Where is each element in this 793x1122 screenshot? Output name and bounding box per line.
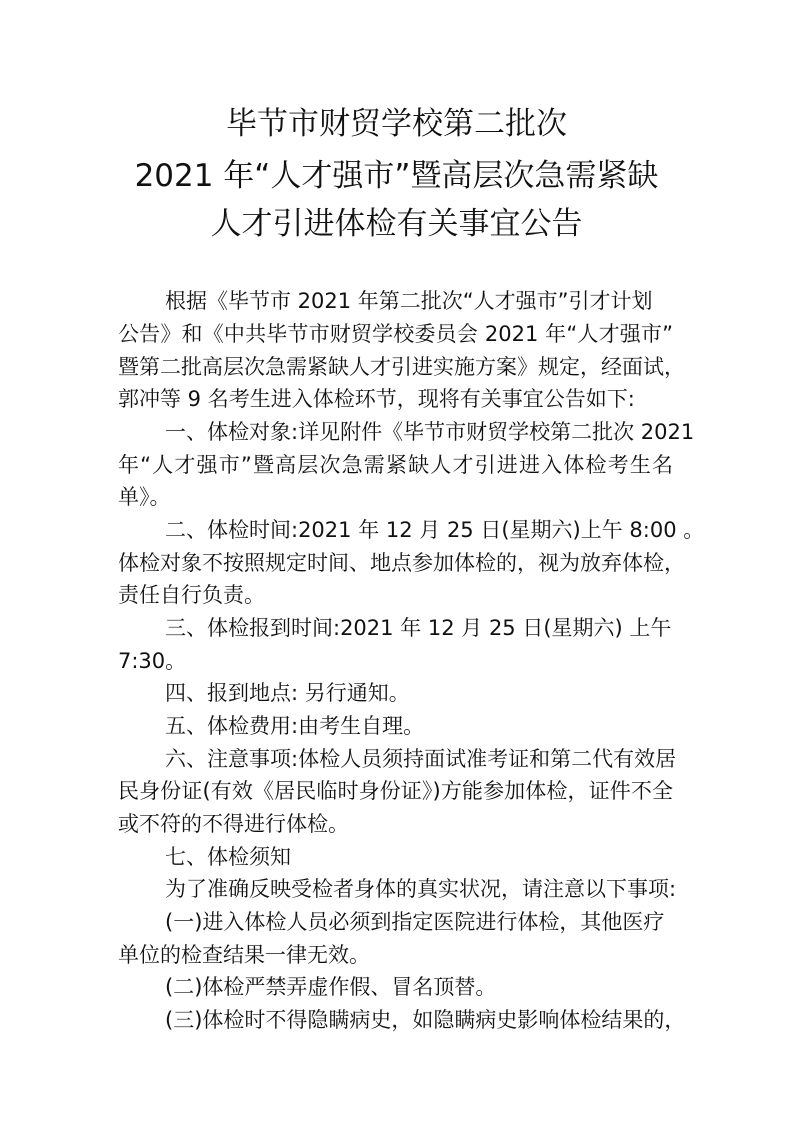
item1-line-2: 年“人才强市”暨高层次急需紧缺人才引进进入体检考生名 — [118, 453, 673, 477]
item6-line-1: 六、注意事项:体检人员须持面试准考证和第二代有效居 — [165, 747, 677, 771]
item1-line-3: 单》。 — [118, 485, 171, 509]
item2-line-1: 二、体检时间:2021 年 12 月 25 日(星期六)上午 8:00 。 — [165, 518, 705, 542]
item7-sub1-line-2: 单位的检查结果一律无效。 — [118, 943, 370, 967]
intro-line-1: 根据《毕节市 2021 年第二批次“人才强市”引才计划 — [165, 289, 653, 313]
item7-intro: 为了准确反映受检者身体的真实状况，请注意以下事项: — [165, 877, 677, 901]
item6-line-3: 或不符的不得进行体检。 — [118, 812, 349, 836]
item7-sub2: (二)体检严禁弄虚作假、冒名顶替。 — [165, 975, 497, 999]
title-line-3: 人才引进体检有关事宜公告 — [210, 206, 583, 242]
title-line-2: 2021 年“人才强市”暨高层次急需紧缺 — [134, 158, 659, 194]
item6-line-2: 民身份证(有效《居民临时身份证》)方能参加体检，证件不全 — [118, 779, 673, 803]
item3-line-1: 三、体检报到时间:2021 年 12 月 25 日(星期六) 上午 — [165, 616, 672, 640]
item7-sub1-line-1: (一)进入体检人员必须到指定医院进行体检，其他医疗 — [165, 910, 665, 934]
intro-line-2: 公告》和《中共毕节市财贸学校委员会 2021 年“人才强市” — [118, 322, 673, 346]
intro-line-3: 暨第二批高层次急需紧缺人才引进实施方案》规定，经面试， — [118, 355, 685, 379]
item7-sub3: (三)体检时不得隐瞒病史，如隐瞒病史影响体检结果的， — [165, 1008, 686, 1032]
title-line-1: 毕节市财贸学校第二批次 — [226, 106, 567, 142]
item2-line-2: 体检对象不按照规定时间、地点参加体检的，视为放弃体检， — [118, 551, 685, 575]
item1-line-1: 一、体检对象:详见附件《毕节市财贸学校第二批次 2021 — [165, 420, 695, 444]
item5-line: 五、体检费用:由考生自理。 — [165, 714, 425, 738]
item7-heading: 七、体检须知 — [165, 845, 291, 869]
item3-line-2: 7:30。 — [118, 649, 187, 673]
intro-line-4: 郭冲等 9 名考生进入体检环节，现将有关事宜公告如下: — [118, 387, 635, 411]
item4-line: 四、报到地点: 另行通知。 — [165, 681, 410, 705]
item2-line-3: 责任自行负责。 — [118, 583, 265, 607]
